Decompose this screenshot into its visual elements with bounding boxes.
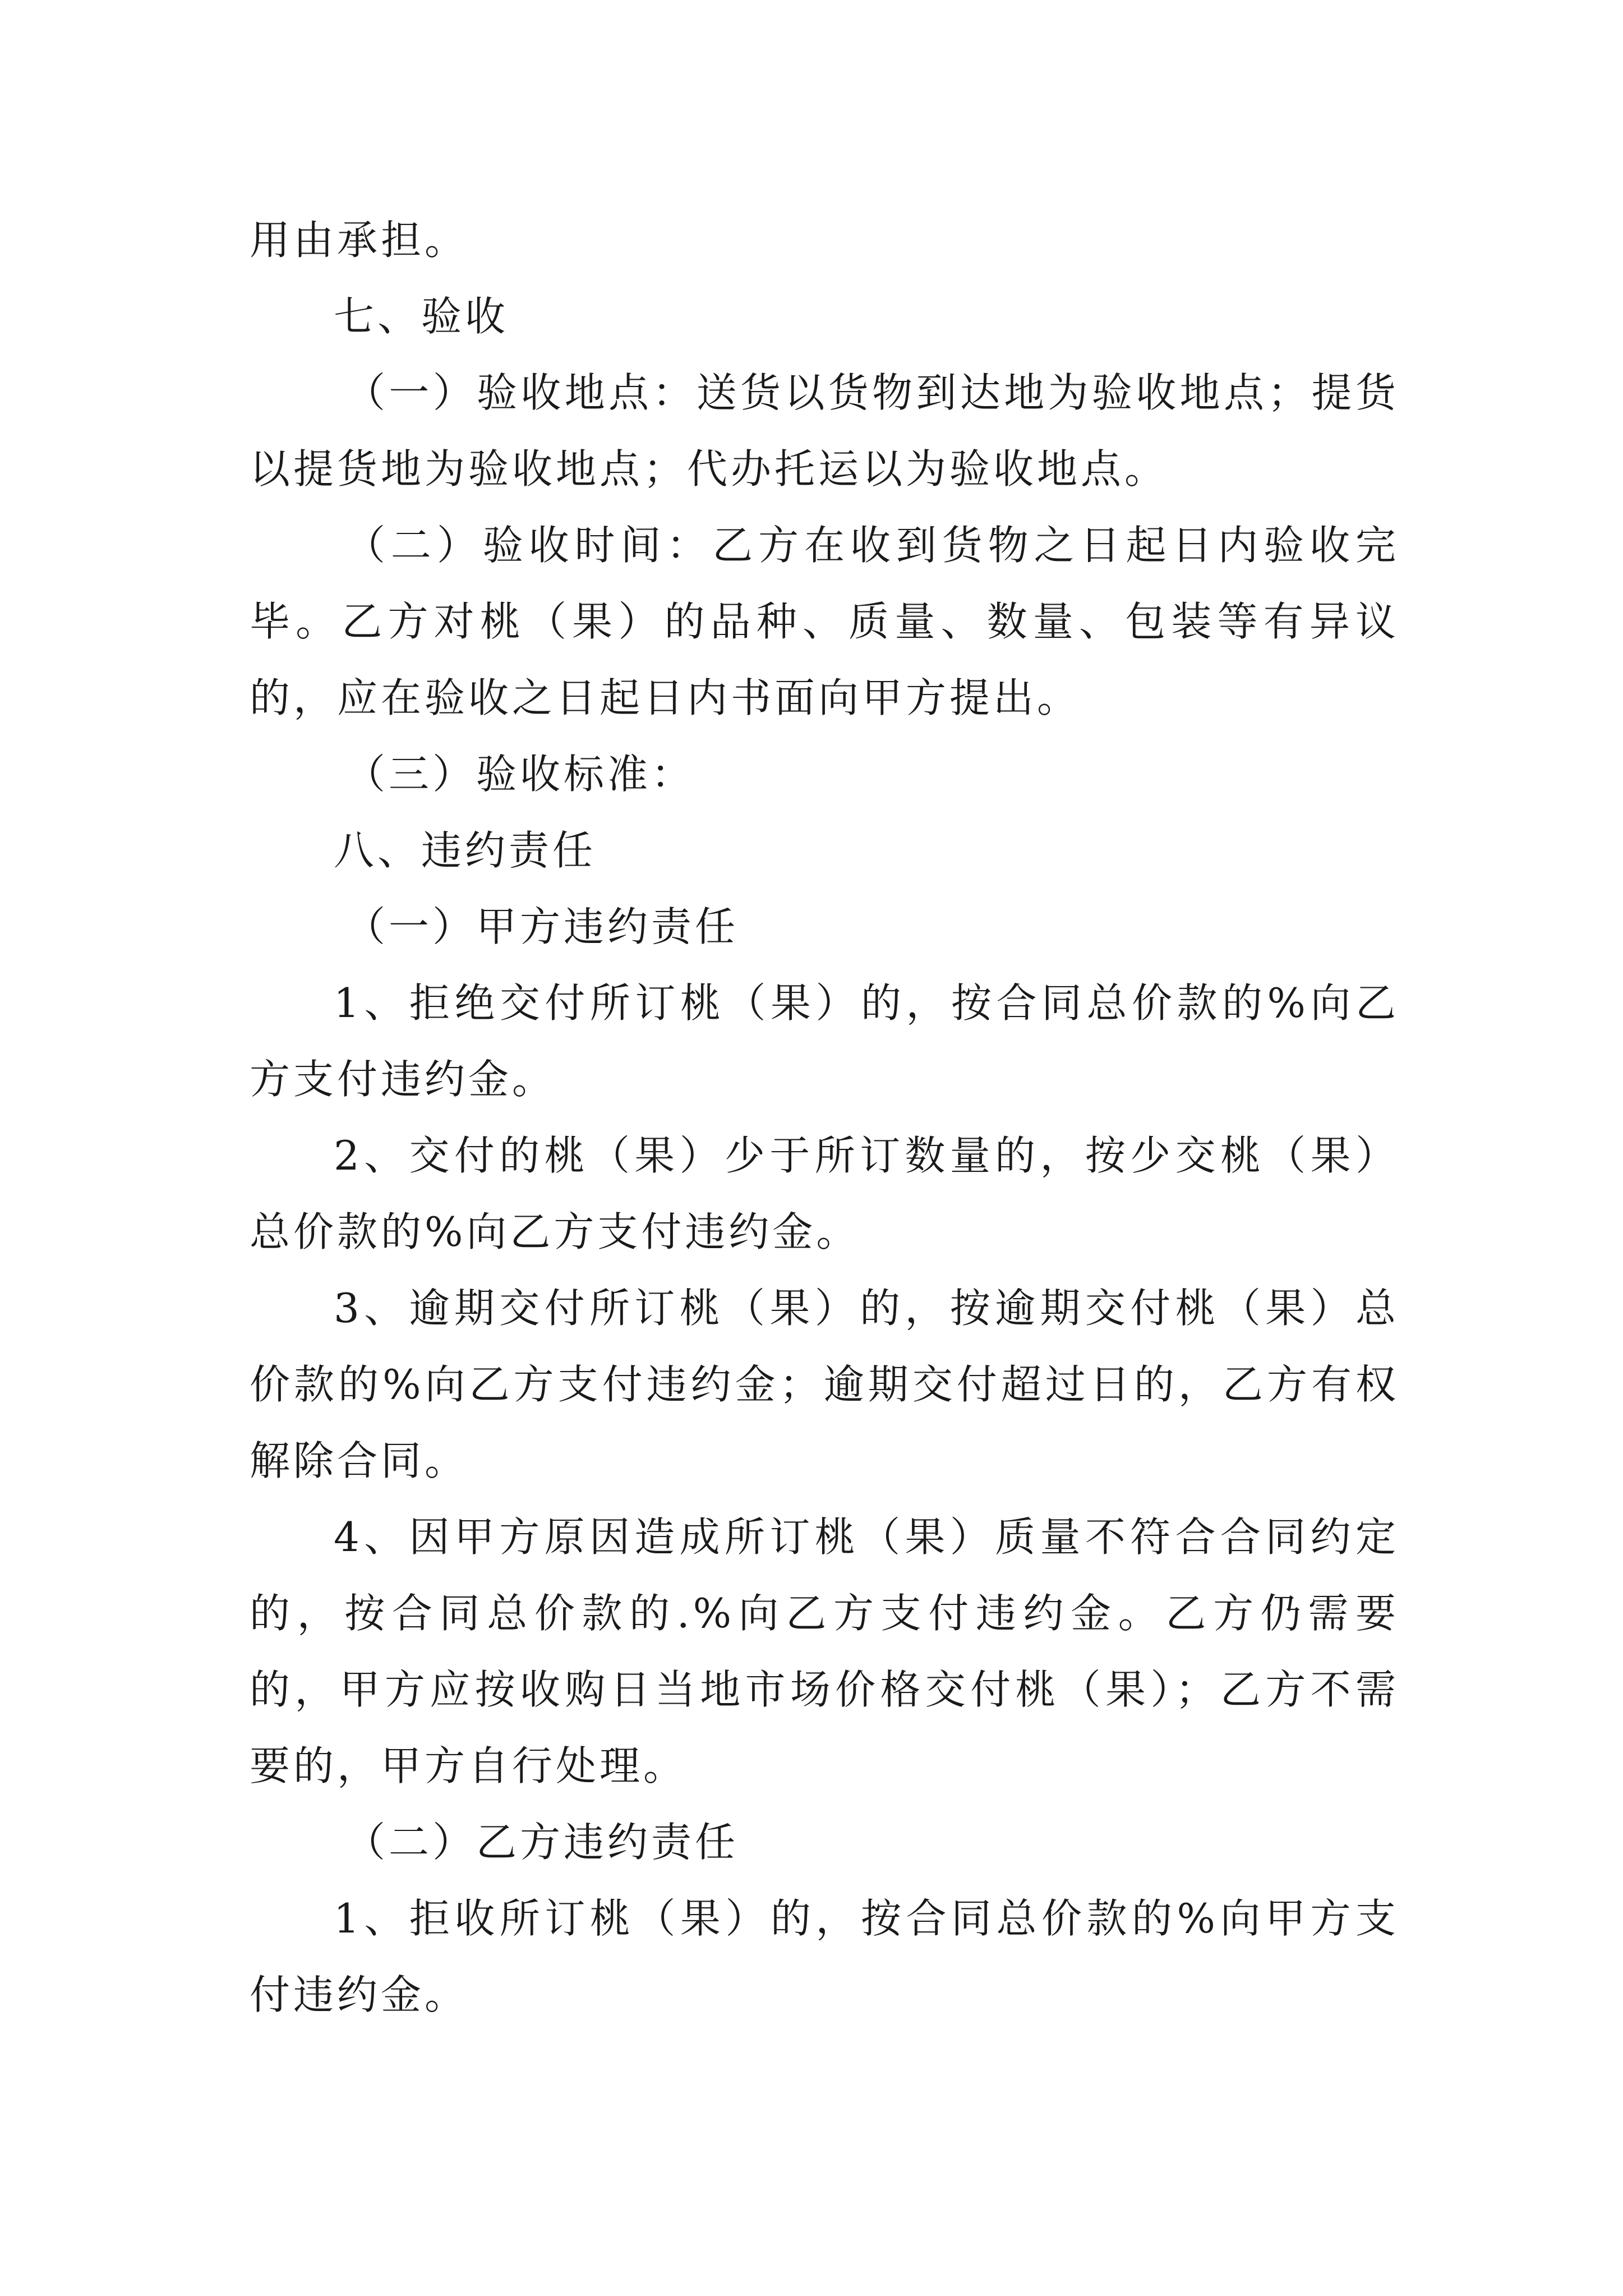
clause-a-2: 2、交付的桃（果）少于所订数量的，按少交桃（果）总价款的%向乙方支付违约金。 [250,1132,1399,1255]
document-body [250,202,1399,2033]
paragraph-acceptance-standard: （三）验收标准： [345,751,695,798]
section-heading-liability: 八、违约责任 [334,827,597,874]
paragraph-acceptance-location: （一）验收地点：送货以货物到达地为验收地点；提货以提货地为验收地点；代办托运以为验收地点。 [250,369,1399,493]
clause-a-1: 1、拒绝交付所订桃（果）的，按合同总价款的%向乙方支付违约金。 [250,979,1399,1103]
paragraph-continuation: 用由承担。 [250,217,469,264]
clause-a-3: 3、逾期交付所订桃（果）的，按逾期交付桃（果）总价款的%向乙方支付违约金；逾期交付超过日的，乙方有权解除合同。 [250,1285,1399,1484]
clause-b-1: 1、拒收所订桃（果）的，按合同总价款的%向甲方支付违约金。 [250,1895,1399,2018]
clause-a-4: 4、因甲方原因造成所订桃（果）质量不符合合同约定的，按合同总价款的.%向乙方支付违约金。乙方仍需要的，甲方应按收购日当地市场价格交付桃（果）；乙方不需要的，甲方自行处理。 [250,1513,1399,1789]
subheading-party-a-liability: （一）甲方违约责任 [345,903,739,950]
paragraph-acceptance-time: （二）验收时间：乙方在收到货物之日起日内验收完毕。乙方对桃（果）的品种、质量、数量、包装等有异议的，应在验收之日起日内书面向甲方提出。 [250,522,1399,721]
subheading-party-b-liability: （二）乙方违约责任 [345,1819,739,1866]
section-heading-acceptance: 七、验收 [334,293,509,340]
